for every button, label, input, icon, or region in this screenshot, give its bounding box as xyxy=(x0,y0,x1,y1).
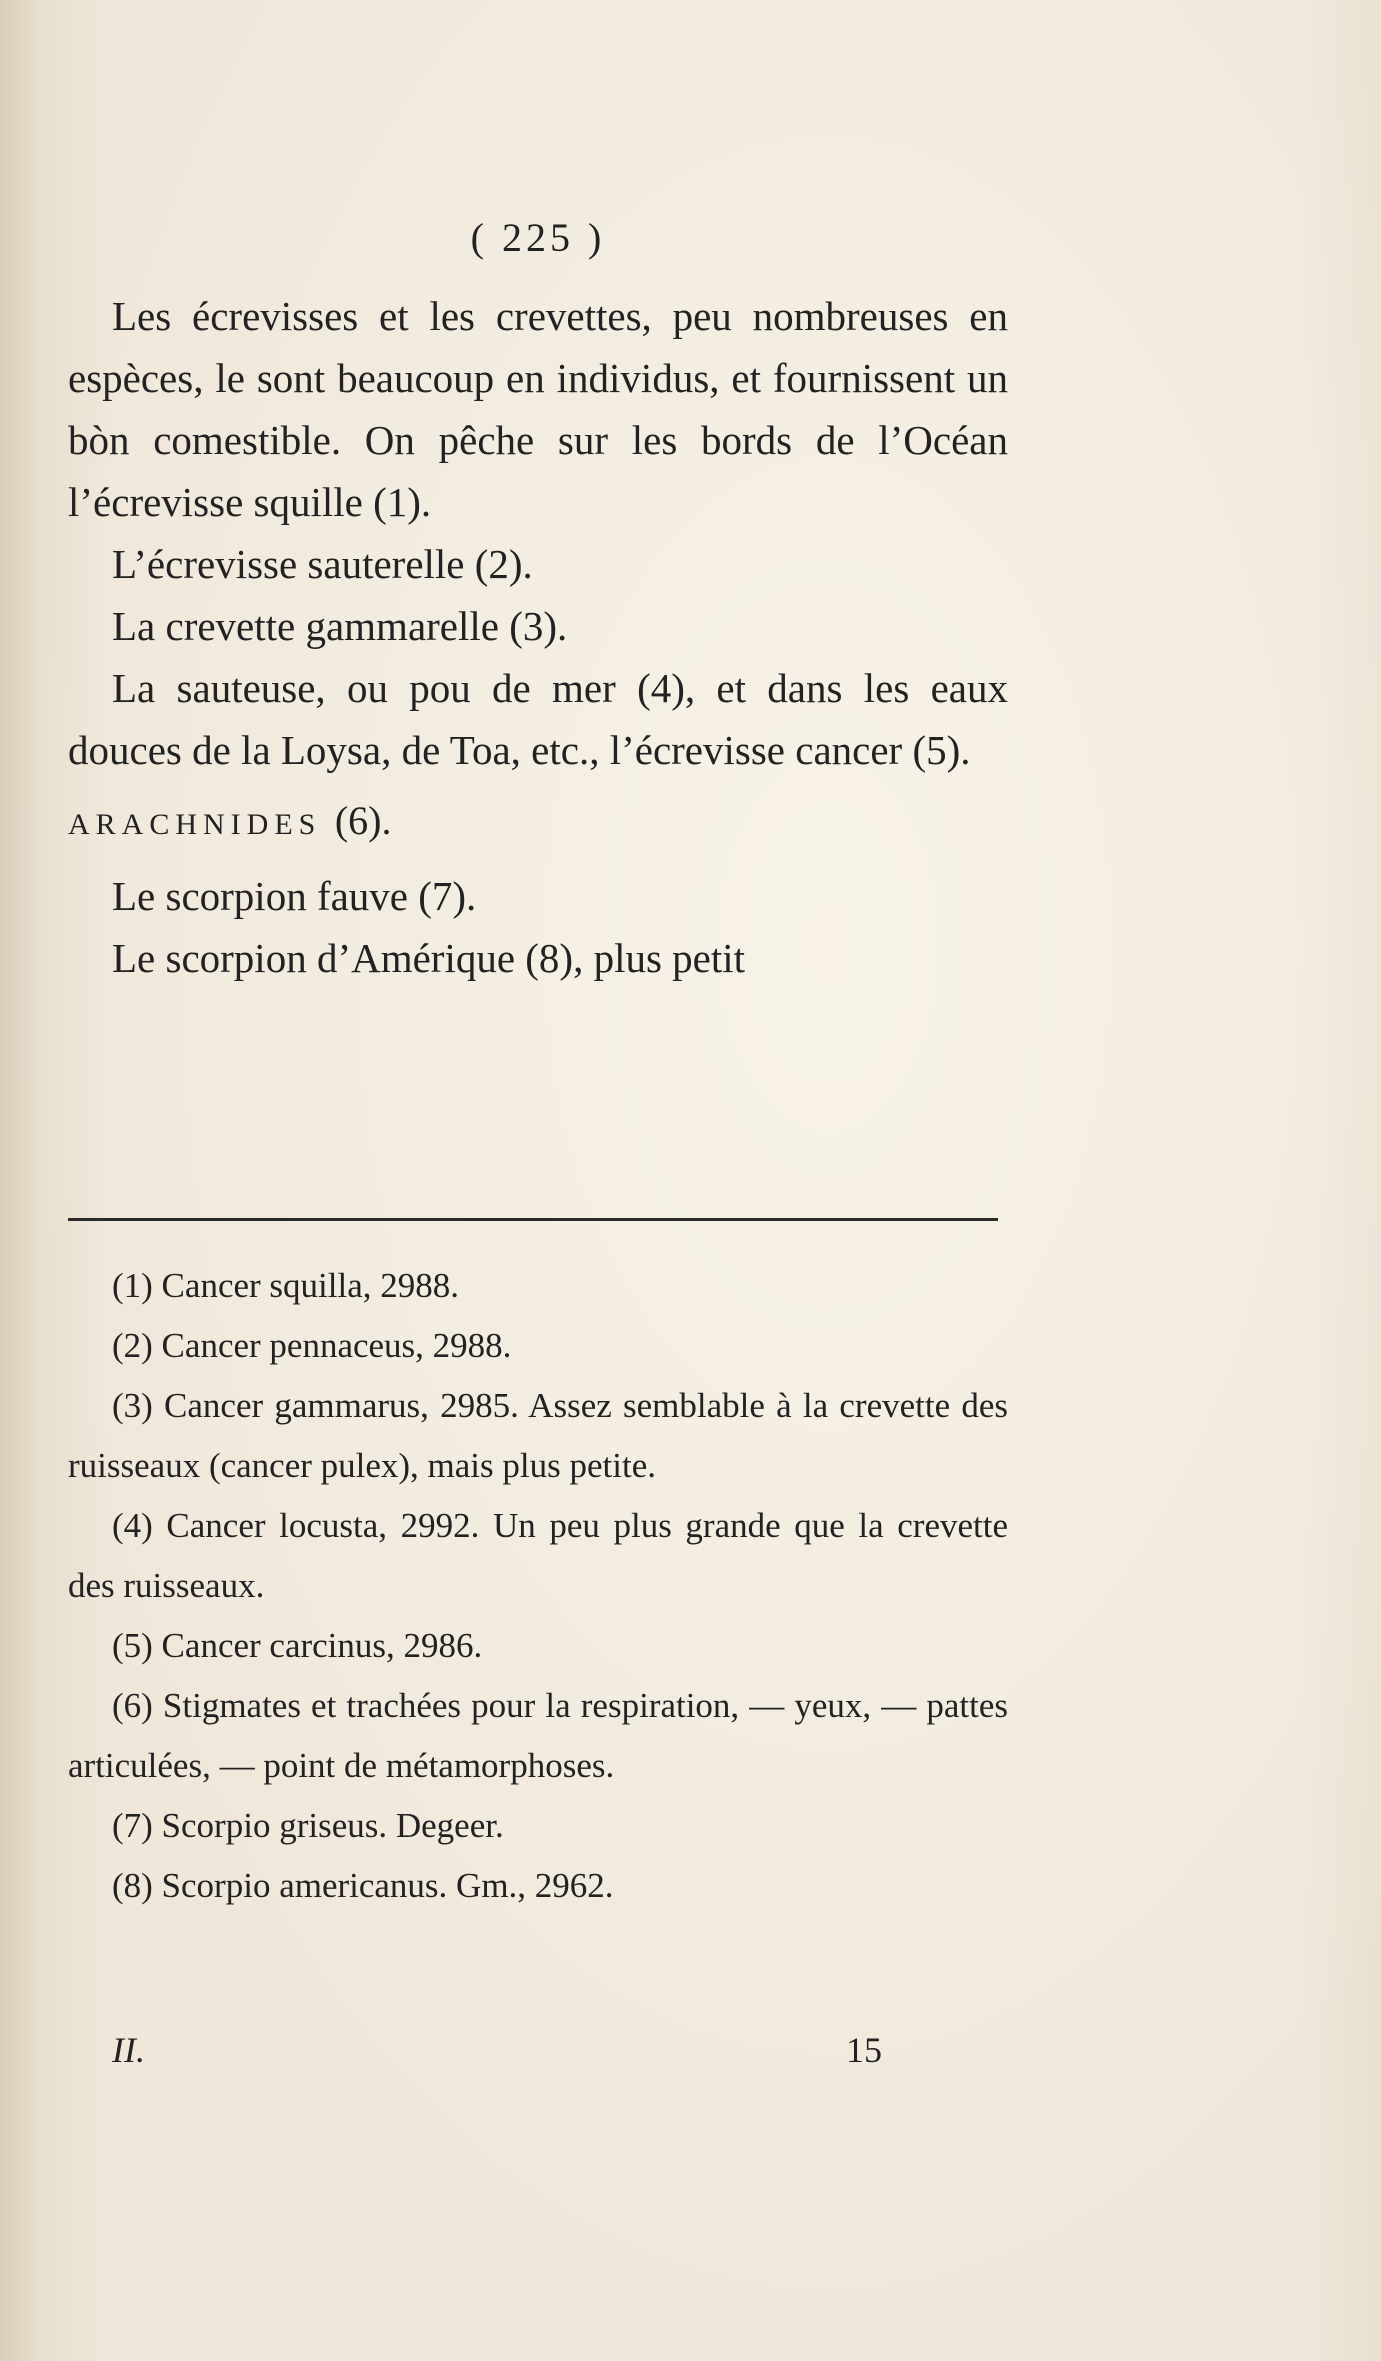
section-heading-label: ARACHNIDES xyxy=(68,808,322,841)
paragraph-gammarelle: La crevette gammarelle (3). xyxy=(112,603,568,649)
footnote: (3) Cancer gammarus, 2985. Assez semblable à la crevette des ruisseaux (cancer pulex), mais plus petite. xyxy=(68,1386,1008,1485)
footnote-divider xyxy=(68,1218,998,1221)
paragraph-scorpion-amerique: Le scorpion d’Amérique (8), plus petit xyxy=(112,935,746,981)
footnote: (1) Cancer squilla, 2988. xyxy=(112,1266,459,1305)
section-heading-ref: (6). xyxy=(334,798,392,843)
footnotes xyxy=(68,1256,1008,1916)
main-text xyxy=(68,285,1008,989)
paragraph-sauterelle: L’écrevisse sauterelle (2). xyxy=(112,541,533,587)
page-number: ( 225 ) xyxy=(470,215,606,260)
footnote: (7) Scorpio griseus. Degeer. xyxy=(112,1806,504,1845)
section-heading xyxy=(68,781,1008,865)
footnote: (2) Cancer pennaceus, 2988. xyxy=(112,1326,512,1365)
footnote: (6) Stigmates et trachées pour la respiration, — yeux, — pattes articulées, — point de métamorphoses. xyxy=(68,1686,1008,1785)
signature-mark: II. xyxy=(112,2030,145,2070)
footnote: (5) Cancer carcinus, 2986. xyxy=(112,1626,483,1665)
paragraph-crustaceans: Les écrevisses et les crevettes, peu nombreuses en espèces, le sont beaucoup en individus, et fournissent un bòn comestible. On pêche sur les bords de l’Océan l’écrevisse squille (1). xyxy=(68,293,1008,525)
footnote: (8) Scorpio americanus. Gm., 2962. xyxy=(112,1866,614,1905)
paragraph-sauteuse: La sauteuse, ou pou de mer (4), et dans les eaux douces de la Loysa, de Toa, etc., l’écrevisse cancer (5). xyxy=(68,665,1008,773)
paragraph-scorpion-fauve: Le scorpion fauve (7). xyxy=(112,873,477,919)
gathering-number: 15 xyxy=(846,2030,882,2070)
footnote: (4) Cancer locusta, 2992. Un peu plus grande que la crevette des ruisseaux. xyxy=(68,1506,1008,1605)
